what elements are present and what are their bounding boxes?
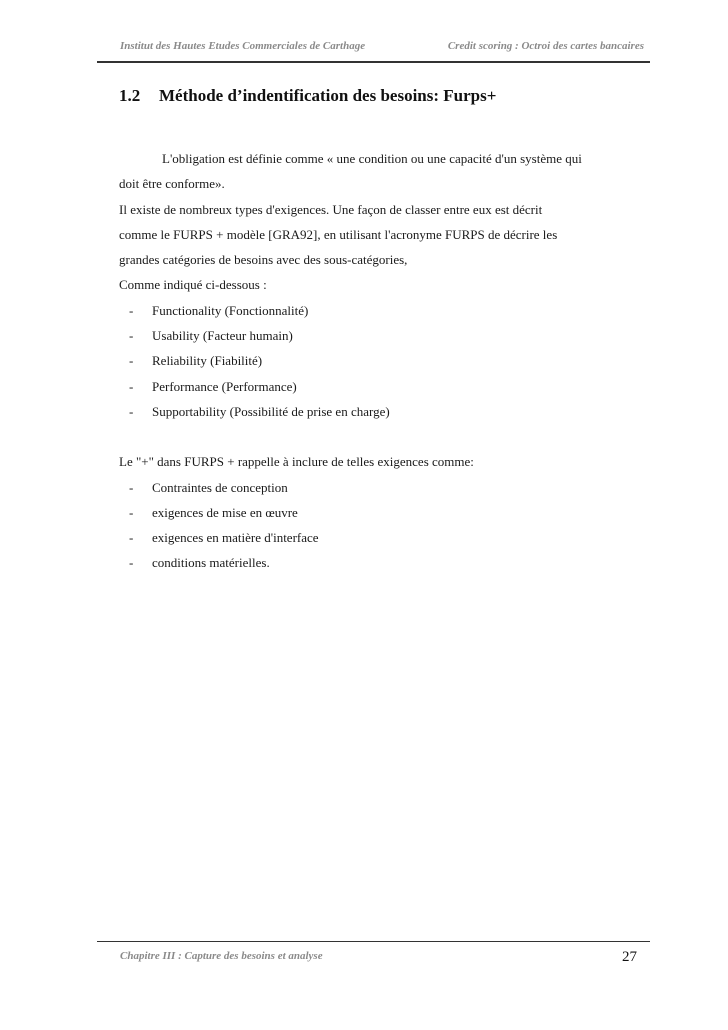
list-dash: - [129,328,134,344]
list-item-text: Reliability (Fiabilité) [152,353,263,369]
paragraph-line: comme le FURPS + modèle [GRA92], en utilisant l'acronyme FURPS de décrire les [119,226,558,242]
paragraph-line: doit être conforme». [119,176,225,192]
plus-list [119,475,639,576]
paragraph-line: Comme indiqué ci-dessous : [119,277,267,293]
list-item [119,550,639,575]
body-content [119,146,639,576]
page-number: 27 [622,949,637,965]
header-rule [97,61,650,63]
list-item [119,500,639,525]
list-item-text: conditions matérielles. [152,555,270,571]
list-dash: - [129,479,134,495]
section-number: 1.2 [119,86,141,105]
paragraph-line: grandes catégories de besoins avec des sous-catégories, [119,252,408,268]
list-item-text: exigences de mise en œuvre [152,504,298,520]
list-item-text: Functionality (Fonctionnalité) [152,302,309,318]
list-dash: - [129,403,134,419]
list-dash: - [129,378,134,394]
list-item [119,525,639,550]
header-institution: Institut des Hautes Etudes Commerciales de Carthage [120,40,366,52]
list-item-text: Supportability (Possibilité de prise en charge) [152,403,390,419]
list-item-text: exigences en matière d'interface [152,530,319,546]
list-item [119,374,639,399]
list-dash: - [129,555,134,571]
list-item-text: Contraintes de conception [152,479,288,495]
footer-chapter: Chapitre III : Capture des besoins et analyse [120,950,323,962]
footer-rule [97,941,650,942]
paragraph-line: L'obligation est définie comme « une condition ou une capacité d'un système qui [162,151,582,166]
list-dash: - [129,504,134,520]
list-item [119,475,639,500]
paragraph-line: Il existe de nombreux types d'exigences. Une façon de classer entre eux est décrit [119,201,543,217]
furps-list [119,298,639,424]
list-dash: - [129,302,134,318]
list-item-text: Performance (Performance) [152,378,297,394]
paragraph-line: Le "+" dans FURPS + rappelle à inclure de telles exigences comme: [119,454,474,470]
list-item [119,298,639,323]
paragraph-gap [119,424,639,449]
list-item [119,323,639,348]
list-item-text: Usability (Facteur humain) [152,328,293,344]
list-dash: - [129,353,134,369]
header-document-title: Credit scoring : Octroi des cartes bancaires [447,40,644,52]
section-heading [119,86,496,106]
list-item [119,399,639,424]
section-title: Méthode d’indentification des besoins: Furps+ [159,86,497,105]
list-dash: - [129,530,134,546]
list-item [119,348,639,373]
